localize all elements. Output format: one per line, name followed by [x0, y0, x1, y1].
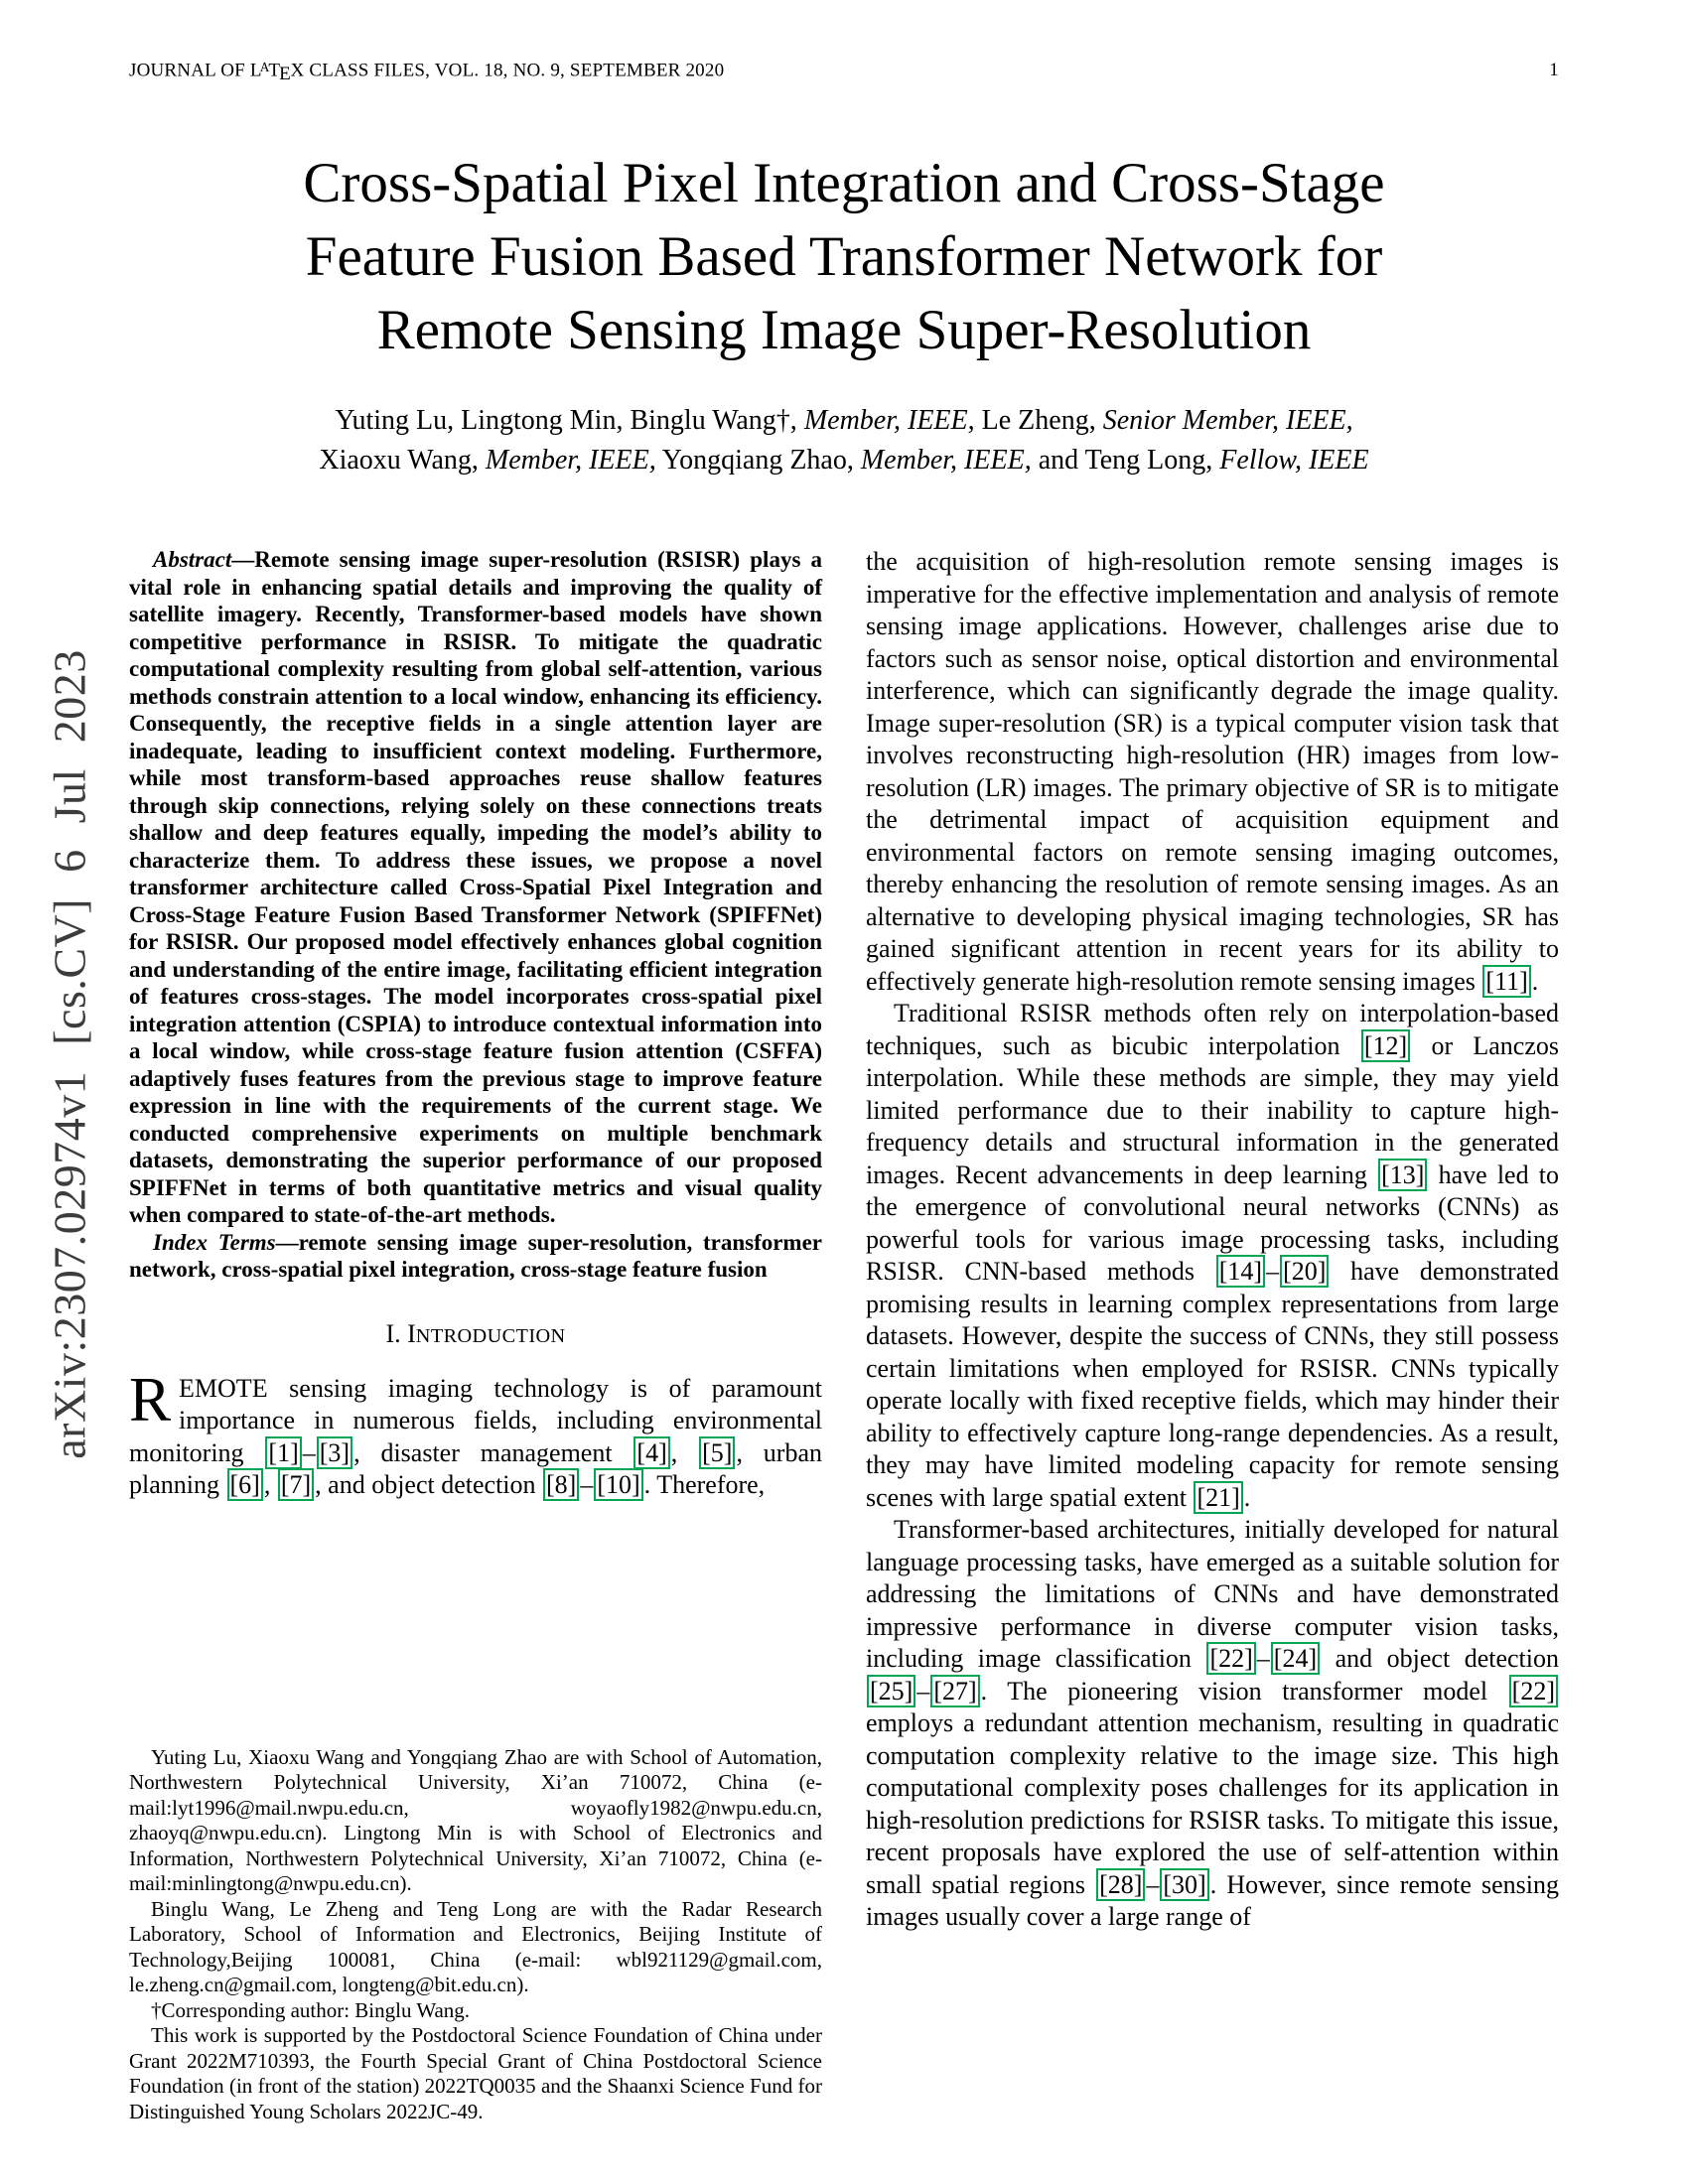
citation-link[interactable]: [5] — [699, 1436, 735, 1469]
title-line: Feature Fusion Based Transformer Network for — [305, 225, 1383, 288]
author-list — [129, 401, 1559, 480]
right-column — [866, 546, 1559, 2124]
text-segment: JOURNAL OF L — [129, 60, 262, 81]
text-segment: Fellow, IEEE — [1219, 445, 1369, 476]
text-segment: Yuting Lu, Lingtong Min, Binglu Wang†, — [335, 405, 804, 436]
intro-text: EMOTE sensing imaging technology is of paramount importance in numerous fields, including environmental monitoring [1] – [3] , disaster management [4] , [5] , urban planning [6] , [7] , and object detection [8] – [10] . Therefore, — [129, 1373, 822, 1499]
citation-link[interactable]: [22] — [1509, 1675, 1558, 1707]
citation-link[interactable]: [25] — [867, 1675, 915, 1707]
footnote-paragraph: Yuting Lu, Xiaoxu Wang and Yongqiang Zhao are with School of Automation, Northwestern Polytechnical University, Xi’an 710072, China (e-mail:lyt1996@mail.nwpu.edu.cn, woyaofly1982@nwpu.edu.cn, zhaoyq@nwpu.edu.cn). Lingtong Min is with School of Electronics and Information, Northwestern Polytechnical University, Xi’an 710072, China (e-mail:minlingtong@nwpu.edu.cn). — [129, 1744, 822, 1895]
footnote-paragraph: Binglu Wang, Le Zheng and Teng Long are with the Radar Research Laboratory, School of Information and Electronics, Beijing Institute of Technology,Beijing 100081, China (e-mail: wbl921129@gmail.com, le.zheng.cn@gmail.com, longteng@bit.edu.cn). — [129, 1896, 822, 1996]
text-segment: T — [268, 60, 281, 81]
citation-link[interactable]: [14] — [1216, 1255, 1265, 1288]
citation-link[interactable]: [12] — [1361, 1029, 1410, 1062]
citation-link[interactable]: [6] — [227, 1468, 263, 1501]
body-paragraph: the acquisition of high-resolution remote sensing images is imperative for the effective implementation and analysis of remote sensing image applications. However, challenges arise due to factors such as sensor noise, optical distortion and environmental interference, which can significantly degrade the image quality. Image super-resolution (SR) is a typical computer vision task that involves reconstructing high-resolution (HR) images from low-resolution (LR) images. The primary objective of SR is to mitigate the detrimental impact of acquisition equipment and environmental factors on remote sensing imaging outcomes, thereby enhancing the resolution of remote sensing images. As an alternative to developing physical imaging technologies, SR has gained significant attention in recent years for its ability to effectively generate high-resolution remote sensing images [11] . — [866, 547, 1559, 996]
citation-link[interactable]: [11] — [1482, 965, 1530, 998]
citation-link[interactable]: [20] — [1280, 1255, 1329, 1288]
paper-title — [129, 147, 1559, 367]
citation-link[interactable]: [10] — [594, 1468, 642, 1501]
body-paragraph: Transformer-based architectures, initially developed for natural language processing tasks, have emerged as a suitable solution for addressing the limitations of CNNs and have demonstrated impressive performance in diverse computer vision tasks, including image classification [22] – [24] and object detection [25] – [27] . The pioneering vision transformer model [22] employs a redundant attention mechanism, resulting in quadratic computation complexity relative to the image size. This high computational complexity poses challenges for its application in high-resolution predictions for RSISR tasks. To mitigate this issue, recent proposals have explored the use of self-attention within small spatial regions [28] – [30] . However, since remote sensing images usually cover a large range of — [866, 1515, 1559, 1931]
abstract — [129, 546, 822, 1229]
text-segment: Member, IEEE, — [485, 445, 656, 476]
text-segment: —remote sensing image super-resolution, transformer network, cross-spatial pixel integration, cross-stage feature fusion — [129, 1229, 823, 1282]
text-segment: A — [259, 60, 270, 74]
journal-header-text — [129, 60, 724, 85]
footnote-paragraph: †Corresponding author: Binglu Wang. — [151, 1997, 471, 2022]
text-segment: I. I — [385, 1318, 416, 1348]
left-column — [129, 546, 822, 2124]
author-line — [129, 441, 1559, 480]
citation-link[interactable]: [13] — [1378, 1159, 1427, 1191]
author-line — [129, 401, 1559, 441]
running-header — [129, 60, 1559, 85]
text-segment: NTRODUCTION — [415, 1324, 566, 1347]
text-segment: Abstract — [153, 547, 232, 572]
body-paragraph: Traditional RSISR methods often rely on interpolation-based techniques, such as bicubic interpolation [12] or Lanczos interpolation. While these methods are simple, they may yield limited performance due to their inability to capture high-frequency details and structural information in the generated images. Recent advancements in deep learning [13] have led to the emergence of convolutional neural networks (CNNs) as powerful tools for various image processing tasks, including RSISR. CNN-based methods [14] – [20] have demonstrated promising results in learning complex representations from large datasets. However, despite the success of CNNs, they still possess certain limitations when employed for RSISR. CNNs typically operate locally with fixed receptive fields, which may hinder their ability to effectively capture long-range dependencies. As a result, they may have limited modeling capacity for remote sensing scenes with large spatial extent [21] . — [866, 999, 1559, 1512]
page-number: 1 — [1549, 60, 1559, 80]
citation-link[interactable]: [21] — [1194, 1481, 1242, 1514]
text-segment: Index Terms — [153, 1229, 276, 1255]
intro-paragraph — [129, 1364, 822, 1502]
citation-link[interactable]: [3] — [317, 1436, 352, 1469]
text-segment: Member, IEEE, — [803, 405, 975, 436]
citation-link[interactable]: [28] — [1096, 1868, 1145, 1901]
footnote-paragraph: This work is supported by the Postdoctoral Science Foundation of China under Grant 2022M710393, the Fourth Special Grant of China Postdoctoral Science Foundation (in front of the station) 2022TQ0035 and the Shaanxi Science Fund for Distinguished Young Scholars 2022JC-49. — [129, 2023, 822, 2123]
drop-cap: R — [129, 1364, 172, 1434]
title-line: Remote Sensing Image Super-Resolution — [376, 299, 1312, 361]
citation-link[interactable]: [4] — [633, 1436, 669, 1469]
citation-link[interactable]: [24] — [1271, 1642, 1320, 1675]
text-segment: Member, IEEE, — [860, 445, 1032, 476]
citation-link[interactable]: [8] — [543, 1468, 579, 1501]
arxiv-watermark: arXiv:2307.02974v1 [cs.CV] 6 Jul 2023 — [44, 649, 95, 1459]
section-heading-introduction — [129, 1319, 822, 1349]
text-segment: E — [279, 64, 291, 85]
text-segment: —Remote sensing image super-resolution (RSISR) plays a vital role in enhancing spatial details and improving the quality of satellite imagery. Recently, Transformer-based models have shown competitive performance in RSISR. To mitigate the quadratic computational complexity resulting from global self-attention, various methods constrain attention to a local window, enhancing its efficiency. Consequently, the receptive fields in a single attention layer are inadequate, leading to insufficient context modeling. Furthermore, while most transform-based approaches reuse shallow features through skip connections, relying solely on these connections treats shallow and deep features equally, impeding the model’s ability to characterize them. To address these issues, we propose a novel transformer architecture called Cross-Spatial Pixel Integration and Cross-Stage Feature Fusion Based Transformer Network (SPIFFNet) for RSISR. Our proposed model effectively enhances global cognition and understanding of the entire image, facilitating efficient integration of features cross-stages. The model incorporates cross-spatial pixel integration attention (CSPIA) to introduce contextual information into a local window, while cross-stage feature fusion attention (CSFFA) adaptively fuses features from the previous stage to improve feature expression in line with the requirements of the current stage. We conducted comprehensive experiments on multiple benchmark datasets, demonstrating the superior performance of our proposed SPIFFNet in terms of both quantitative metrics and visual quality when compared to state-of-the-art methods. — [129, 547, 822, 1227]
text-segment: and Teng Long, — [1031, 445, 1220, 476]
text-segment: Xiaoxu Wang, — [319, 445, 486, 476]
citation-link[interactable]: [7] — [278, 1468, 314, 1501]
text-segment: Senior Member, IEEE, — [1102, 405, 1353, 436]
author-footnotes — [129, 1745, 822, 2125]
title-line: Cross-Spatial Pixel Integration and Cross-Stage — [303, 152, 1385, 214]
text-segment: X CLASS FILES, VOL. 18, NO. 9, SEPTEMBER 2020 — [290, 60, 725, 81]
citation-link[interactable]: [27] — [930, 1675, 979, 1707]
citation-link[interactable]: [22] — [1206, 1642, 1255, 1675]
content-columns — [129, 546, 1559, 2124]
citation-link[interactable]: [1] — [265, 1436, 301, 1469]
citation-link[interactable]: [30] — [1160, 1868, 1208, 1901]
index-terms — [129, 1229, 822, 1284]
text-segment: Le Zheng, — [974, 405, 1103, 436]
text-segment: Yongqiang Zhao, — [655, 445, 861, 476]
